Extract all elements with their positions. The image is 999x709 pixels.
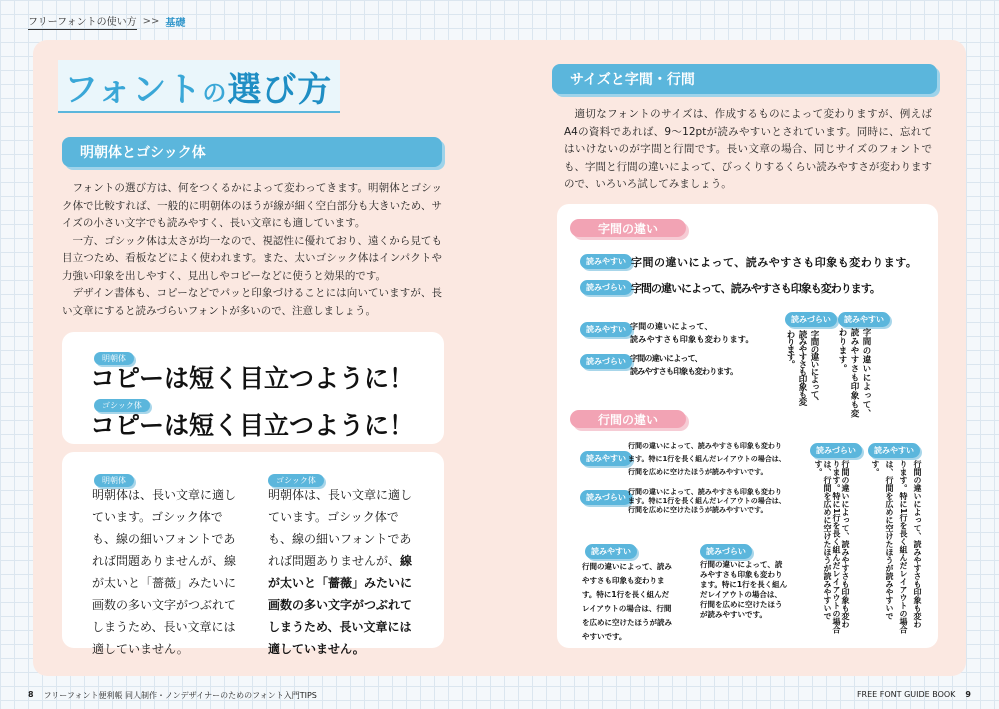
easy-bubble: 読みやすい xyxy=(580,322,632,337)
body-gothic-tag: ゴシック体 xyxy=(268,474,324,487)
body-sample-mincho: 明朝体は、長い文章に適しています。ゴシック体でも、線の細いフォントであれば問題ありませんが、線が太いと「薔薇」みたいに画数の多い文字がつぶれてしまうため、長い文章には適していません。 xyxy=(92,488,237,656)
footer-right xyxy=(857,690,971,699)
book-title-right: FREE FONT GUIDE BOOK xyxy=(856,690,956,699)
book-title-left: フリーフォント便利帳 同人制作・ノンデザイナーのためのフォント入門TIPS xyxy=(43,691,317,700)
page-number-left: 8 xyxy=(28,690,34,699)
hard-bubble: 読みづらい xyxy=(700,544,752,559)
section2-body xyxy=(564,106,932,194)
page-title xyxy=(58,60,340,113)
easy-bubble: 読みやすい xyxy=(580,451,632,466)
kerning-small-line: 読みやすさも印象も変わります。 xyxy=(630,335,754,344)
kerning-sample-hard: 字間の違いによって、読みやすさも印象も変わります。 xyxy=(631,282,880,295)
page-number-right: 9 xyxy=(965,690,971,699)
kerning-vertical-easy: 字間の違いによって、読みやすさも印象も変わります。 xyxy=(837,328,871,418)
breadcrumb xyxy=(28,13,185,30)
breadcrumb-first[interactable]: フリーフォントの使い方 xyxy=(28,13,137,30)
breadcrumb-separator: >> xyxy=(142,16,160,27)
section2-paragraph: 適切なフォントのサイズは、作成するものによって変わりますが、例えばA4の資料であれば、9～12ptが読みやすいとされています。同時に、忘れてはいけないのが字間と行間です。長い文章の場合、同じサイズのフォントでも、字間と行間の違いによって、びっくりするくらい読みやすさが変わりますので、いろいろ試してみましょう。 xyxy=(564,108,932,190)
body-compare-card xyxy=(62,452,444,656)
kerning-sample-easy: 字間の違いによって、読みやすさも印象も変わります。 xyxy=(631,256,918,269)
section1-paragraph: 一方、ゴシック体は太さが均一なので、視認性に優れており、遠くから見ても目立つため、看板などによく使われます。また、太いゴシック体はインパクトや力強い印象を出しやすく、見出しやコピーなどに使うと効果的です。 xyxy=(62,234,442,282)
leading-vertical-wide: 行間の違いによって、読みやすさも印象も変わります。特に1行を長く組んだレイアウトの場合は、行間を広めに空けたほうが読みやすいです。 xyxy=(871,460,922,634)
leading-vertical-tight: 行間の違いによって、読みやすさも印象も変わります。特に1行を長く組んだレイアウトの場合は、行間を広めに空けたほうが読みやすいです。 xyxy=(814,460,850,634)
hard-bubble: 読みづらい xyxy=(580,280,632,295)
easy-bubble: 読みやすい xyxy=(585,544,637,559)
copy-sample-mincho: コピーは短く目立つように！ xyxy=(90,364,415,393)
kerning-small-easy xyxy=(630,320,754,346)
leading-heading: 行間の違い xyxy=(570,410,686,428)
title-part-font: フォント xyxy=(64,70,203,110)
copy-sample-card xyxy=(62,332,444,444)
kerning-vertical-hard: 字間の違いによって、読みやすさも印象も変わります。 xyxy=(785,330,819,405)
leading-sample-wide: 行間の違いによって、読みやすさも印象も変わります。特に1行を長く組んだレイアウトの場合は、行間を広めに空けたほうが読みやすいです。 xyxy=(628,442,786,476)
hard-bubble: 読みづらい xyxy=(580,490,632,505)
hard-bubble: 読みづらい xyxy=(785,312,837,327)
easy-bubble: 読みやすい xyxy=(838,312,890,327)
mincho-tag: 明朝体 xyxy=(94,352,134,365)
easy-bubble: 読みやすい xyxy=(580,254,632,269)
body-mincho-tag: 明朝体 xyxy=(94,474,134,487)
kerning-heading: 字間の違い xyxy=(570,219,686,237)
breadcrumb-current: 基礎 xyxy=(165,18,186,29)
section-heading-mincho-gothic: 明朝体とゴシック体 xyxy=(62,137,442,167)
body-gothic-bold: 線が太いと「薔薇」みたいに画数の多い文字がつぶれてしまうため、長い文章には適していません。 xyxy=(268,554,413,656)
copy-sample-gothic: コピーは短く目立つように！ xyxy=(90,411,415,440)
title-part-no: の xyxy=(202,79,228,107)
easy-bubble: 読みやすい xyxy=(868,443,920,458)
hard-bubble: 読みづらい xyxy=(580,354,632,369)
kerning-small-hard xyxy=(630,352,737,378)
kerning-small-line: 字間の違いによって、 xyxy=(630,354,702,363)
section1-paragraph: デザイン書体も、コピーなどでパッと印象づけることには向いていますが、長い文章にすると読みづらいフォントが多いので、注意しましょう。 xyxy=(62,287,442,317)
leading-sample-narrow-wide: 行間の違いによって、読みやすさも印象も変わります。特に1行を長く組んだレイアウトの場合は、行間を広めに空けたほうが読みやすいです。 xyxy=(582,562,672,641)
leading-sample-tight: 行間の違いによって、読みやすさも印象も変わります。特に1行を長く組んだレイアウトの場合は、行間を広めに空けたほうが読みやすいです。 xyxy=(628,488,786,514)
gothic-tag: ゴシック体 xyxy=(94,399,150,412)
hard-bubble: 読みづらい xyxy=(810,443,862,458)
title-part-erabikata: 選び方 xyxy=(227,70,333,110)
kerning-small-line: 字間の違いによって、 xyxy=(630,322,713,331)
kerning-small-line: 読みやすさも印象も変わります。 xyxy=(630,367,738,376)
section1-paragraph: フォントの選び方は、何をつくるかによって変わってきます。明朝体とゴシック体で比較すれば、一般的に明朝体のほうが線が細く空白部分も大きいため、サイズの小さい文字でも読みやすく、長い文章にも適しています。 xyxy=(62,182,442,229)
leading-sample-narrow-tight: 行間の違いによって、読みやすさも印象も変わります。特に1行を長く組んだレイアウトの場合は、行間を広めに空けたほうが読みやすいです。 xyxy=(700,560,788,619)
footer-left xyxy=(28,690,317,701)
body-gothic-thin: 明朝体は、長い文章に適しています。ゴシック体でも、線の細いフォントであれば問題ありませんが、 xyxy=(268,488,413,568)
section-heading-size-spacing: サイズと字間・行間 xyxy=(552,64,937,94)
section1-body xyxy=(62,180,442,320)
body-sample-gothic xyxy=(268,484,418,660)
